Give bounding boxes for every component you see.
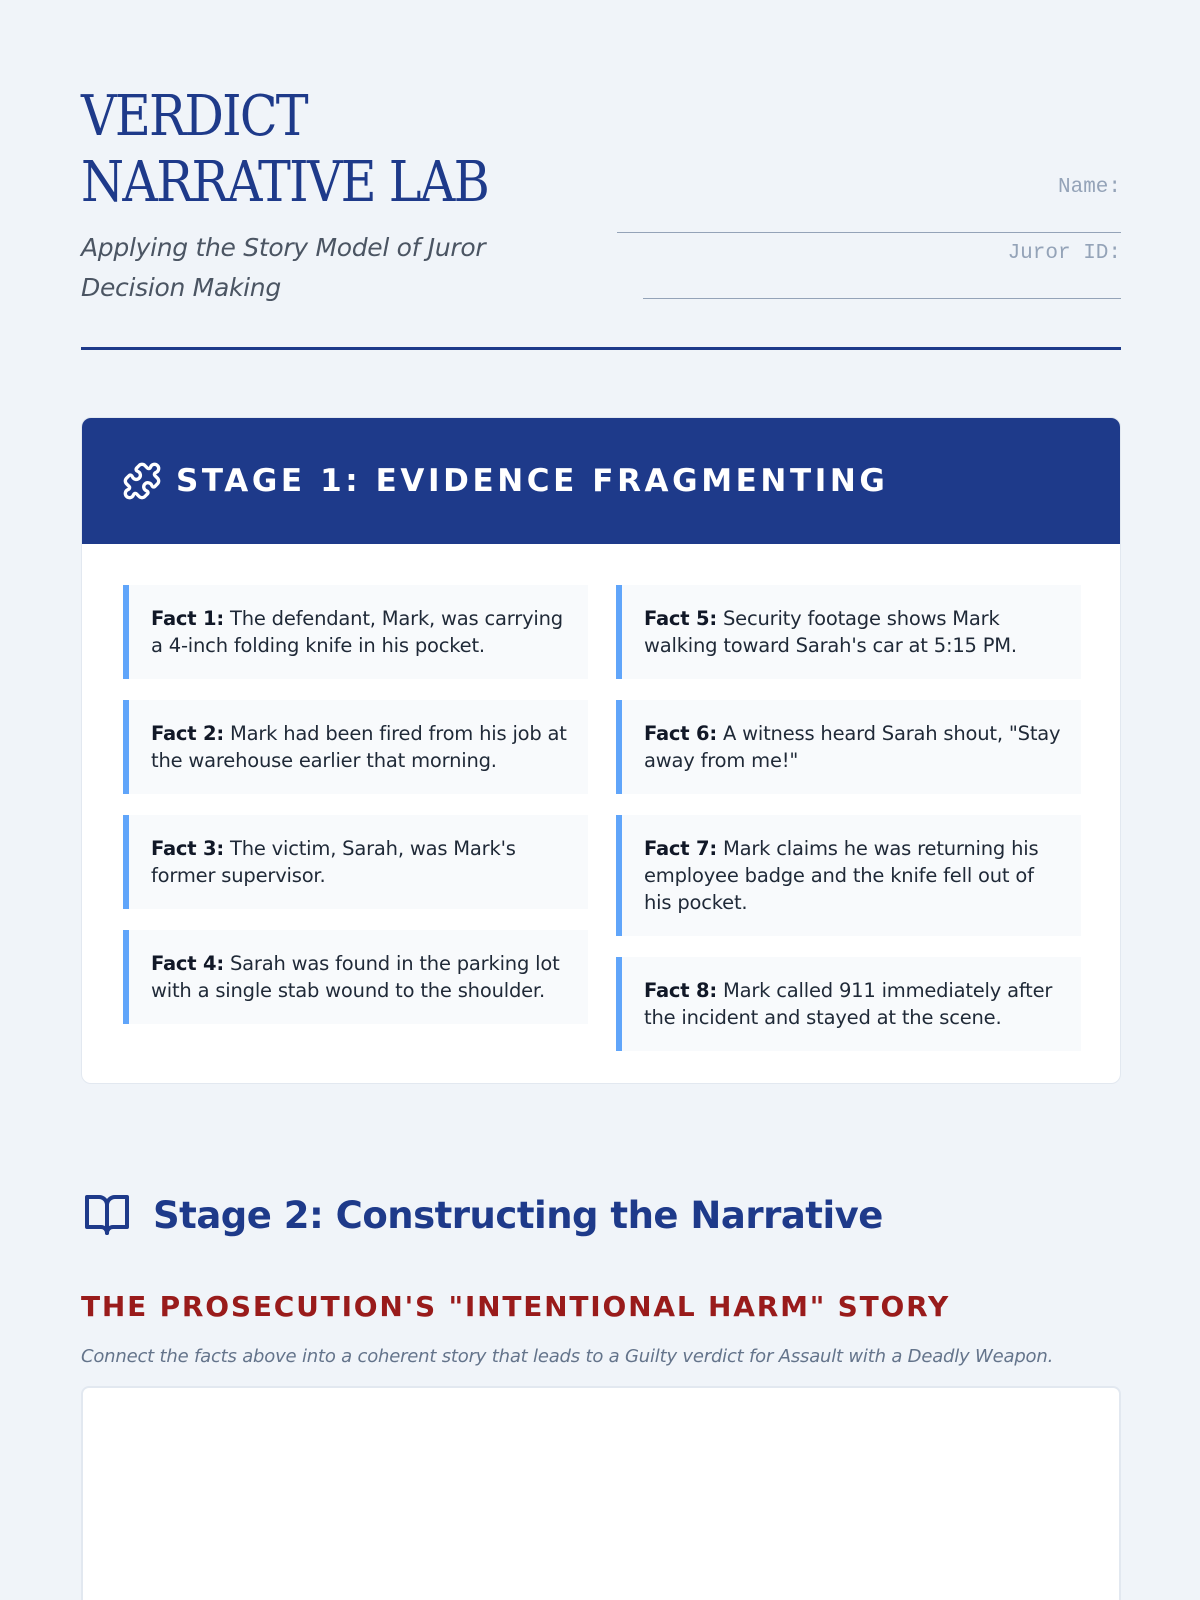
worksheet-page — [81, 0, 1121, 1367]
stage1-title: STAGE 1: EVIDENCE FRAGMENTING — [176, 463, 889, 499]
fact-label: Fact 6: — [644, 722, 717, 745]
fact-card — [123, 815, 588, 909]
fact-card — [123, 585, 588, 679]
fact-card — [616, 957, 1081, 1051]
fact-label: Fact 3: — [151, 837, 224, 860]
title-line-1: VERDICT — [81, 84, 307, 149]
title-line-2: NARRATIVE LAB — [81, 150, 489, 215]
prosecution-story-title: THE PROSECUTION'S "INTENTIONAL HARM" STORY — [81, 1290, 951, 1323]
stage1-card — [81, 417, 1121, 1084]
fact-card — [616, 700, 1081, 794]
header-divider — [81, 347, 1121, 350]
fact-text: Mark claims he was returning his employee badge and the knife fell out of his pocket. — [644, 837, 1039, 914]
fact-text: Mark called 911 immediately after the incident and stayed at the scene. — [644, 979, 1053, 1029]
fact-card — [616, 585, 1081, 679]
fact-label: Fact 8: — [644, 979, 717, 1002]
fact-text: A witness heard Sarah shout, "Stay away from me!" — [644, 722, 1061, 772]
fact-card — [123, 700, 588, 794]
fact-label: Fact 7: — [644, 837, 717, 860]
prosecution-story-input[interactable] — [81, 1386, 1121, 1600]
stage1-header — [82, 418, 1120, 544]
name-input-line[interactable] — [617, 232, 1121, 233]
fact-card — [616, 815, 1081, 936]
fact-text: Security footage shows Mark walking toward Sarah's car at 5:15 PM. — [644, 607, 1017, 657]
facts-column-right — [616, 585, 1081, 1072]
facts-column-left — [123, 585, 588, 1072]
fact-text: The defendant, Mark, was carrying a 4-inch folding knife in his pocket. — [151, 607, 563, 657]
fact-text: Mark had been fired from his job at the warehouse earlier that morning. — [151, 722, 567, 772]
stage2-title: Stage 2: Constructing the Narrative — [153, 1193, 883, 1237]
page-subtitle: Applying the Story Model of Juror Decision Making — [81, 233, 486, 302]
fact-label: Fact 2: — [151, 722, 224, 745]
worksheet-header — [81, 0, 1121, 350]
facts-grid — [123, 585, 1081, 1072]
fact-text: The victim, Sarah, was Mark's former supervisor. — [151, 837, 516, 887]
stage2-heading — [81, 1191, 883, 1239]
juror-id-label: Juror ID: — [1007, 242, 1121, 265]
prosecution-instruction: Connect the facts above into a coherent story that leads to a Guilty verdict for Assault with a Deadly Weapon. — [81, 1346, 1054, 1367]
open-book-icon — [81, 1191, 133, 1239]
fact-label: Fact 1: — [151, 607, 224, 630]
fact-label: Fact 5: — [644, 607, 717, 630]
puzzle-icon — [122, 461, 162, 501]
name-label: Name: — [1057, 176, 1121, 199]
juror-id-input-line[interactable] — [643, 298, 1121, 299]
page-title — [81, 84, 488, 216]
fact-label: Fact 4: — [151, 952, 224, 975]
fact-text: Sarah was found in the parking lot with a single stab wound to the shoulder. — [151, 952, 560, 1002]
fact-card — [123, 930, 588, 1024]
